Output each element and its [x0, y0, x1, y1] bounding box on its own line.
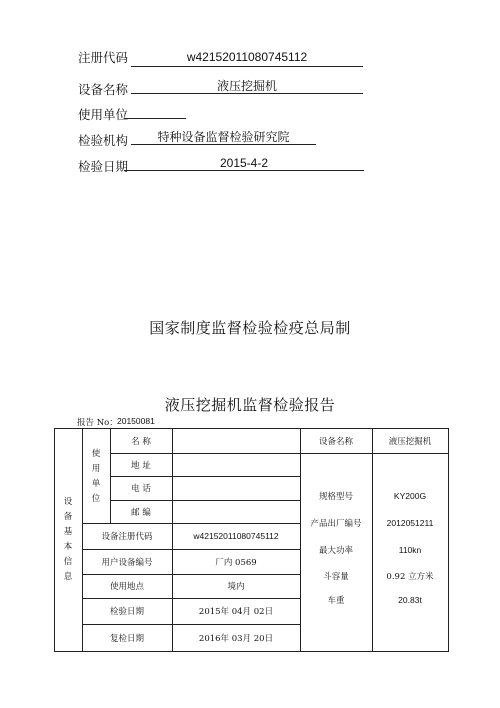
field-label-registration-code: 注册代码: [78, 50, 129, 65]
user-address-label: 地 址: [131, 460, 151, 471]
inspection-date-label: 检验日期: [109, 607, 144, 617]
serial-no-value: 2012051211: [386, 518, 434, 528]
reinspection-date-label: 复检日期: [109, 633, 144, 644]
max-power-label: 最大功率: [318, 546, 353, 556]
model-label: 规格型号: [318, 492, 353, 502]
report-no-value: 20150081: [117, 416, 155, 426]
max-power-value: 110kn: [398, 545, 422, 555]
vehicle-weight-value: 20.83t: [398, 595, 422, 605]
field-value-user-unit: [124, 105, 186, 119]
bucket-capacity-label: 斗容量: [323, 572, 349, 582]
registration-code-label: 设备注册代码: [101, 532, 153, 542]
group-label-user-unit: 使 用 单 位: [91, 449, 101, 504]
field-value-inspection-date: 2015-4-2: [124, 157, 364, 171]
field-label-inspection-date: 检验日期: [78, 159, 129, 174]
usage-location-value: 境内: [227, 582, 245, 592]
equipment-name-value: 液压挖掘机: [388, 436, 432, 447]
field-value-registration-code: w42152011080745112: [131, 51, 363, 67]
inspection-date-value: 2015年 04月 02日: [198, 607, 274, 617]
usage-location-label: 使用地点: [109, 582, 144, 592]
issuing-authority: 国家制度监督检验检疫总局制: [149, 319, 351, 337]
serial-no-label: 产品出厂编号: [310, 519, 362, 529]
user-phone-label: 电 话: [131, 484, 151, 494]
bucket-capacity-value: 0.92 立方米: [386, 572, 434, 582]
user-name-label: 名 称: [131, 436, 151, 447]
user-postcode-value: [172, 500, 300, 523]
field-value-inspection-agency: 特种设备监督检验研究院: [131, 131, 316, 145]
model-value: KY200G: [393, 491, 427, 501]
user-equipment-no-value: 厂内 0569: [215, 557, 257, 568]
reinspection-date-value: 2016年 03月 20日: [198, 633, 274, 644]
user-name-value: [172, 428, 300, 453]
user-equipment-no-label: 用户设备编号: [101, 557, 153, 568]
field-label-user-unit: 使用单位: [78, 107, 129, 122]
field-label-equipment-name: 设备名称: [78, 82, 129, 97]
field-value-equipment-name: 液压挖掘机: [131, 80, 363, 94]
group-label-equipment-info: 设 备 基 本 信 息: [63, 497, 73, 582]
report-title: 液压挖掘机监督检验报告: [164, 396, 336, 414]
user-postcode-label: 邮 编: [131, 507, 151, 518]
registration-code-value: w42152011080745112: [193, 531, 279, 541]
equipment-name-label: 设备名称: [318, 436, 353, 447]
user-address-value: [172, 453, 300, 476]
user-phone-value: [172, 476, 300, 500]
vehicle-weight-label: 车重: [327, 596, 345, 606]
field-label-inspection-agency: 检验机构: [78, 133, 129, 148]
report-no-label: 报告 No：: [77, 418, 118, 428]
